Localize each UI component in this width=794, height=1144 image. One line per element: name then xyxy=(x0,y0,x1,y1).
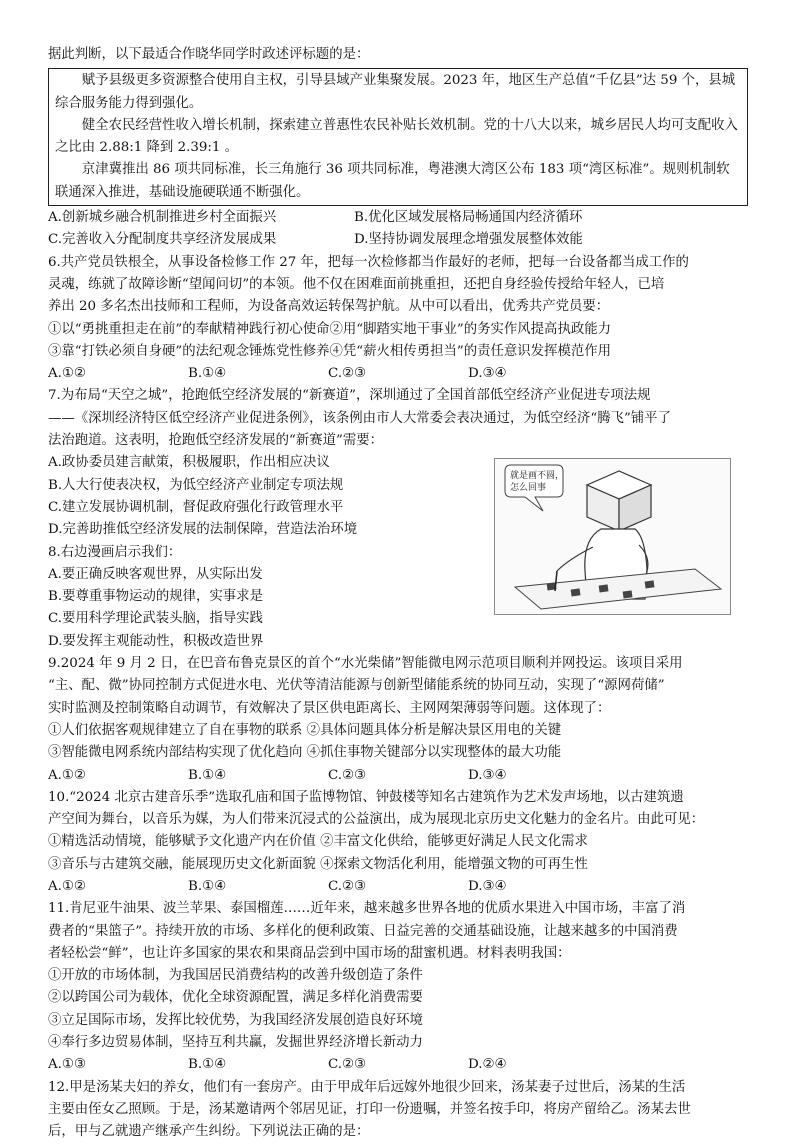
q6-option-d[interactable]: D.③④ xyxy=(468,366,507,382)
q5-options-row-1 xyxy=(48,207,748,229)
q9-stem-line-3: 实时监测及控制策略自动调节，有效解决了景区供电距离长、主网网架薄弱等问题。这体现了： xyxy=(48,700,611,716)
bubble-text-2: 怎么回事 xyxy=(510,483,547,493)
q9-option-b[interactable]: B.①④ xyxy=(188,767,227,783)
q7-option-d[interactable]: D.完善助推低空经济发展的法制保障，营造法治环境 xyxy=(48,522,358,538)
q5-option-d[interactable]: D.坚持协调发展理念增强发展整体效能 xyxy=(354,232,583,248)
q7-stem-line-1: 7.为布局“天空之城”，抢跑低空经济发展的“新赛道”，深圳通过了全国首部低空经济产业促进专项法规 xyxy=(48,388,651,404)
q6-option-a[interactable]: A.①② xyxy=(48,366,86,382)
material-paragraph-3: 京津冀推出 86 项共同标准，长三角施行 36 项共同标准，粤港澳大湾区公布 183 项“湾区标准”。规则机制软联通深入推进，基础设施硬联通不断强化。 xyxy=(55,162,730,200)
q11-option-b[interactable]: B.①④ xyxy=(188,1057,227,1073)
q6-statements-2: ③靠“打铁必须自身硬”的法纪观念锤炼党性修养④凭“薪火相传勇担当”的责任意识发挥模范作用 xyxy=(48,343,612,359)
q5-option-a[interactable]: A.创新城乡融合机制推进乡村全面振兴 xyxy=(48,210,277,226)
q8-cartoon xyxy=(494,458,731,615)
q10-option-d[interactable]: D.③④ xyxy=(468,878,507,894)
q10-stem-line-1: 10.“2024 北京古建音乐季”选取孔庙和国子监博物馆、钟鼓楼等知名古建筑作为艺术发声场地，以古建筑遗 xyxy=(48,789,684,805)
q9-options xyxy=(48,765,748,787)
q7-stem-line-2: ——《深圳经济特区低空经济产业促进条例》，该条例由市人大常委会表决通过，为低空经济“腾飞”铺平了 xyxy=(48,410,671,426)
q9-option-d[interactable]: D.③④ xyxy=(468,767,507,783)
q7-stem-line-3: 法治跑道。这表明，抢跑低空经济发展的“新赛道”需要： xyxy=(48,433,384,449)
q12-stem-line-3: 后，甲与乙就遗产继承产生纠纷。下列说法正确的是： xyxy=(48,1124,370,1140)
q7-option-b[interactable]: B.人大行使表决权，为低空经济产业制定专项法规 xyxy=(48,477,344,493)
q9-statements-2: ③智能微电网系统内部结构实现了优化趋向 ④抓住事物关键部分以实现整体的最大功能 xyxy=(48,745,562,761)
q5-options-row-2 xyxy=(48,229,748,251)
q10-option-a[interactable]: A.①② xyxy=(48,878,86,894)
q8-option-c[interactable]: C.要用科学理论武装头脑，指导实践 xyxy=(48,611,263,627)
q11-option-a[interactable]: A.①③ xyxy=(48,1057,86,1073)
material-paragraph-2: 健全农民经营性收入增长机制，探索建立普惠性农民补贴长效机制。党的十八大以来，城乡居民人均可支配收入之比由 2.88:1 降到 2.39:1 。 xyxy=(55,117,738,156)
q10-statements-1: ①精选活动情境，能够赋予文化遗产内在价值 ②丰富文化供给，能够更好满足人民文化需求 xyxy=(48,834,588,850)
q8-option-b[interactable]: B.要尊重事物运动的规律，实事求是 xyxy=(48,589,263,605)
q11-statement-3: ③立足国际市场，发挥比较优势，为我国经济发展创造良好环境 xyxy=(48,1012,423,1028)
material-box xyxy=(48,68,748,206)
q9-statements-1: ①人们依据客观规律建立了自在事物的联系 ②具体问题具体分析是解决景区用电的关键 xyxy=(48,722,562,738)
q6-stem-line-2: 灵魂，练就了故障诊断“望闻问切”的本领。他不仅在困难面前挑重担，还把自身经验传授给年轻人，已培 xyxy=(48,276,665,292)
q6-options xyxy=(48,363,748,385)
q6-option-b[interactable]: B.①④ xyxy=(188,366,227,382)
q11-stem-line-1: 11.肯尼亚牛油果、波兰苹果、泰国榴莲……近年来，越来越多世界各地的优质水果进入中国市场，丰富了消 xyxy=(48,901,686,917)
q7-option-a[interactable]: A.政协委员建言献策，积极履职，作出相应决议 xyxy=(48,455,330,471)
q6-stem-line-3: 养出 20 多名杰出技师和工程师，为设备高效运转保驾护航。从中可以看出，优秀共产党员要： xyxy=(48,299,610,315)
q8-option-a[interactable]: A.要正确反映客观世界，从实际出发 xyxy=(48,566,263,582)
q6-stem-line-1: 6.共产党员铁根全，从事设备检修工作 27 年，把每一次检修都当作最好的老师，把每一台设备都当成工作的 xyxy=(48,254,689,270)
question-intro: 据此判断，以下最适合作晓华同学时政述评标题的是： xyxy=(48,47,370,62)
q5-option-c[interactable]: C.完善收入分配制度共享经济发展成果 xyxy=(48,232,277,248)
box-head xyxy=(587,471,651,531)
q9-option-c[interactable]: C.②③ xyxy=(328,767,367,783)
q10-options xyxy=(48,876,748,898)
q11-stem-line-2: 费者的“果篮子”。持续开放的市场、多样化的便利政策、日益完善的交通基础设施，让越来越多的中国消费 xyxy=(48,923,678,939)
bubble-text-1: 就是画不圆， xyxy=(510,471,565,481)
q11-statement-4: ④奉行多边贸易体制，坚持互利共赢，发掘世界经济增长新动力 xyxy=(48,1035,423,1051)
q11-statement-1: ①开放的市场体制，为我国居民消费结构的改善升级创造了条件 xyxy=(48,968,423,984)
q10-option-b[interactable]: B.①④ xyxy=(188,878,227,894)
material-paragraph-1: 赋予县级更多资源整合使用自主权，引导县域产业集聚发展。2023 年，地区生产总值“千亿县”达 59 个，县城综合服务能力得到强化。 xyxy=(55,73,736,111)
q8-option-d[interactable]: D.要发挥主观能动性，积极改造世界 xyxy=(48,633,264,649)
q9-stem-line-1: 9.2024 年 9 月 2 日，在巴音布鲁克景区的首个“水光柴储”智能微电网示范项目顺利并网投运。该项目采用 xyxy=(48,656,683,672)
q10-stem-line-2: 产空间为舞台，以音乐为媒，为人们带来沉浸式的公益演出，成为展现北京历史文化魅力的金名片。由此可见： xyxy=(48,812,705,828)
q5-option-b[interactable]: B.优化区域发展格局畅通国内经济循环 xyxy=(354,210,583,226)
q12-stem-line-1: 12.甲是汤某夫妇的养女，他们有一套房产。由于甲成年后远嫁外地很少回来，汤某妻子过世后，汤某的生活 xyxy=(48,1079,686,1095)
q9-stem-line-2: “主、配、微”协同控制方式促进水电、光伏等清洁能源与创新型储能系统的协同互动，实现了“源网荷储” xyxy=(48,678,665,694)
q11-options xyxy=(48,1054,748,1076)
q11-option-c[interactable]: C.②③ xyxy=(328,1057,367,1073)
q7-option-c[interactable]: C.建立发展协调机制，督促政府强化行政管理水平 xyxy=(48,499,344,515)
q12-stem-line-2: 主要由侄女乙照顾。于是，汤某邀请两个邻居见证，打印一份遗嘱，并签名按手印，将房产留给乙。汤某去世 xyxy=(48,1101,691,1117)
q10-option-c[interactable]: C.②③ xyxy=(328,878,367,894)
q6-statements-1: ①以“勇挑重担走在前”的奉献精神践行初心使命②用“脚踏实地干事业”的务实作风提高执政能力 xyxy=(48,321,612,337)
cartoon-drawing xyxy=(495,459,730,614)
q6-option-c[interactable]: C.②③ xyxy=(328,366,367,382)
q11-stem-line-3: 者轻松尝“鲜”，也让许多国家的果农和果商品尝到中国市场的甜蜜机遇。材料表明我国： xyxy=(48,945,571,961)
q8-stem: 8.右边漫画启示我们： xyxy=(48,544,182,560)
q11-option-d[interactable]: D.②④ xyxy=(468,1057,507,1073)
q11-statement-2: ②以跨国公司为载体，优化全球资源配置，满足多样化消费需要 xyxy=(48,990,423,1006)
q9-option-a[interactable]: A.①② xyxy=(48,767,86,783)
q10-statements-2: ③音乐与古建筑交融，能展现历史文化新面貌 ④探索文物活化利用，能增强文物的可再生性 xyxy=(48,856,588,872)
